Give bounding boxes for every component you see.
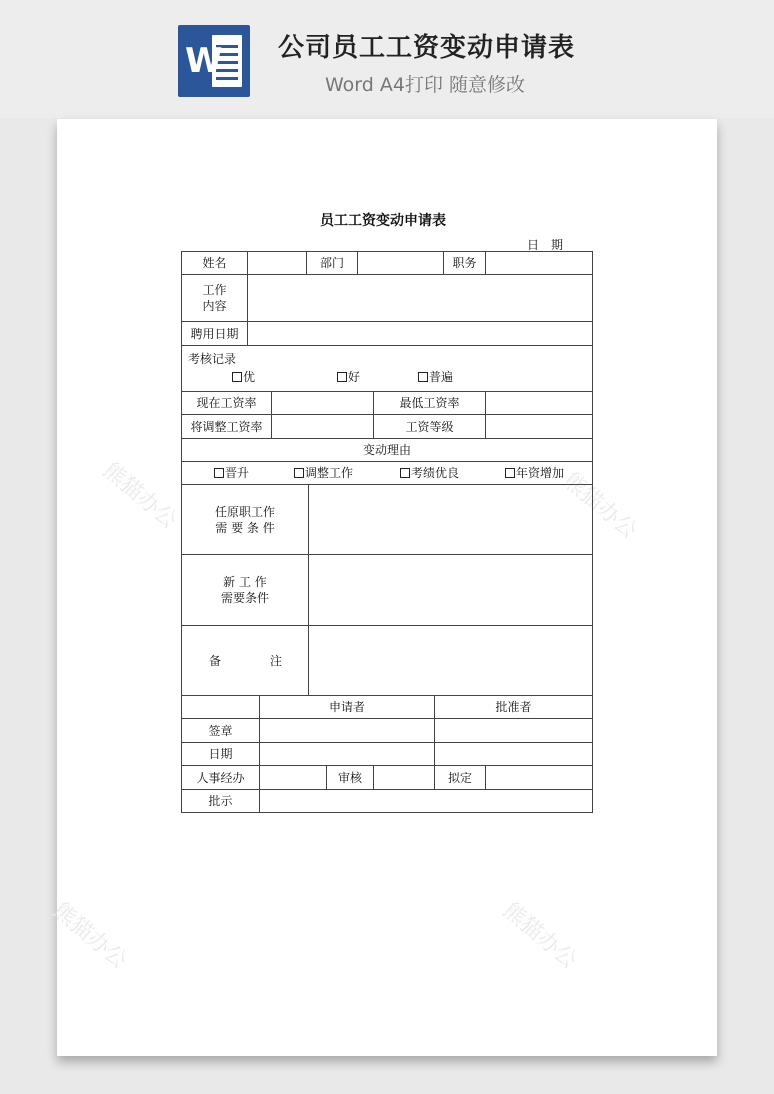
checkbox-label: 晋升 bbox=[225, 466, 250, 480]
approver-signature-field[interactable] bbox=[435, 719, 593, 743]
form-table-top bbox=[181, 251, 593, 392]
checkbox-label: 调整工作 bbox=[305, 466, 354, 480]
review-record-cell bbox=[182, 346, 593, 392]
original-requirements-line: 需 要 条 件 bbox=[215, 520, 275, 535]
table-row bbox=[182, 719, 593, 743]
header-title: 公司员工工资变动申请表 bbox=[278, 33, 576, 63]
table-row bbox=[182, 392, 593, 415]
reason-annual-checkbox[interactable] bbox=[505, 465, 564, 481]
signature-label: 签章 bbox=[182, 719, 260, 743]
job-content-label-line: 工作 bbox=[202, 283, 227, 297]
approver-date-field[interactable] bbox=[435, 743, 593, 766]
form-table-requirements bbox=[181, 484, 593, 696]
remarks-label bbox=[182, 626, 309, 696]
form-table-signoff bbox=[181, 695, 593, 813]
hire-date-label: 聘用日期 bbox=[182, 322, 248, 346]
instruction-field[interactable] bbox=[260, 790, 593, 813]
wage-grade-label: 工资等级 bbox=[374, 415, 486, 439]
table-row bbox=[182, 696, 593, 719]
min-rate-field[interactable] bbox=[486, 392, 593, 415]
wage-grade-field[interactable] bbox=[486, 415, 593, 439]
table-row bbox=[182, 555, 593, 626]
table-row bbox=[182, 766, 593, 790]
new-requirements-label bbox=[182, 555, 309, 626]
checkbox-label: 年资增加 bbox=[516, 466, 565, 480]
original-requirements-label bbox=[182, 485, 309, 555]
word-icon bbox=[178, 25, 250, 97]
hr-handler-label: 人事经办 bbox=[182, 766, 260, 790]
date-label: 日 期 bbox=[527, 238, 564, 252]
job-content-label bbox=[182, 275, 248, 322]
page-header bbox=[0, 0, 774, 118]
drafted-label: 拟定 bbox=[435, 766, 486, 790]
table-row bbox=[182, 415, 593, 439]
applicant-signature-field[interactable] bbox=[260, 719, 435, 743]
rating-excellent-checkbox[interactable] bbox=[232, 369, 255, 385]
checkbox-icon bbox=[294, 468, 304, 478]
change-reason-options bbox=[182, 462, 593, 485]
header-subtitle: Word A4打印 随意修改 bbox=[325, 74, 526, 96]
approver-heading: 批准者 bbox=[435, 696, 593, 719]
watermark: 熊猫办公 bbox=[97, 458, 182, 534]
checkbox-icon bbox=[214, 468, 224, 478]
watermark: 熊猫办公 bbox=[47, 898, 132, 974]
new-requirements-field[interactable] bbox=[309, 555, 593, 626]
checkbox-icon bbox=[400, 468, 410, 478]
rating-good-checkbox[interactable] bbox=[337, 369, 360, 385]
review-label: 审核 bbox=[327, 766, 374, 790]
position-label: 职务 bbox=[444, 252, 486, 275]
checkbox-icon bbox=[505, 468, 515, 478]
reason-adjust-checkbox[interactable] bbox=[294, 465, 353, 481]
adjusted-rate-field[interactable] bbox=[272, 415, 374, 439]
new-requirements-line: 需要条件 bbox=[220, 591, 269, 605]
instruction-label: 批示 bbox=[182, 790, 260, 813]
checkbox-label: 优 bbox=[243, 370, 256, 384]
applicant-heading: 申请者 bbox=[260, 696, 435, 719]
min-rate-label: 最低工资率 bbox=[374, 392, 486, 415]
hire-date-field[interactable] bbox=[248, 322, 593, 346]
table-row bbox=[182, 462, 593, 485]
reason-performance-checkbox[interactable] bbox=[400, 465, 459, 481]
position-field[interactable] bbox=[486, 252, 593, 275]
remarks-char: 注 bbox=[270, 654, 283, 668]
change-reason-heading: 变动理由 bbox=[182, 439, 593, 462]
table-row bbox=[182, 439, 593, 462]
checkbox-label: 普遍 bbox=[429, 370, 454, 384]
name-label: 姓名 bbox=[182, 252, 248, 275]
table-row bbox=[182, 252, 593, 275]
table-row bbox=[182, 275, 593, 322]
new-requirements-line: 新 工 作 bbox=[223, 575, 267, 589]
table-row bbox=[182, 346, 593, 392]
checkbox-icon bbox=[418, 372, 428, 382]
watermark: 熊猫办公 bbox=[497, 898, 582, 974]
department-label: 部门 bbox=[307, 252, 358, 275]
signoff-corner bbox=[182, 696, 260, 719]
job-content-field[interactable] bbox=[248, 275, 593, 322]
original-requirements-field[interactable] bbox=[309, 485, 593, 555]
review-record-label: 考核记录 bbox=[188, 352, 237, 366]
table-row bbox=[182, 743, 593, 766]
watermark: 熊猫办公 bbox=[557, 468, 642, 544]
name-field[interactable] bbox=[248, 252, 307, 275]
word-icon-letter: W bbox=[185, 41, 223, 81]
table-row bbox=[182, 790, 593, 813]
remarks-field[interactable] bbox=[309, 626, 593, 696]
department-field[interactable] bbox=[358, 252, 444, 275]
document-page bbox=[47, 119, 717, 1056]
drafted-field[interactable] bbox=[486, 766, 593, 790]
checkbox-icon bbox=[337, 372, 347, 382]
remarks-char: 备 bbox=[209, 654, 222, 668]
table-row bbox=[182, 322, 593, 346]
job-content-label-line: 内容 bbox=[202, 299, 227, 313]
review-field[interactable] bbox=[374, 766, 435, 790]
checkbox-label: 考绩优良 bbox=[411, 466, 460, 480]
date-row-label: 日期 bbox=[182, 743, 260, 766]
hr-handler-field[interactable] bbox=[260, 766, 327, 790]
form-table-rates bbox=[181, 391, 593, 485]
adjusted-rate-label: 将调整工资率 bbox=[182, 415, 272, 439]
document-title: 员工工资变动申请表 bbox=[320, 213, 446, 229]
reason-promotion-checkbox[interactable] bbox=[214, 465, 249, 481]
checkbox-label: 好 bbox=[348, 370, 361, 384]
rating-average-checkbox[interactable] bbox=[418, 369, 453, 385]
table-row bbox=[182, 626, 593, 696]
original-requirements-line: 任原职工作 bbox=[214, 504, 275, 519]
application-form bbox=[181, 251, 592, 813]
checkbox-icon bbox=[232, 372, 242, 382]
table-row bbox=[182, 485, 593, 555]
current-rate-field[interactable] bbox=[272, 392, 374, 415]
current-rate-label: 现在工资率 bbox=[182, 392, 272, 415]
applicant-date-field[interactable] bbox=[260, 743, 435, 766]
